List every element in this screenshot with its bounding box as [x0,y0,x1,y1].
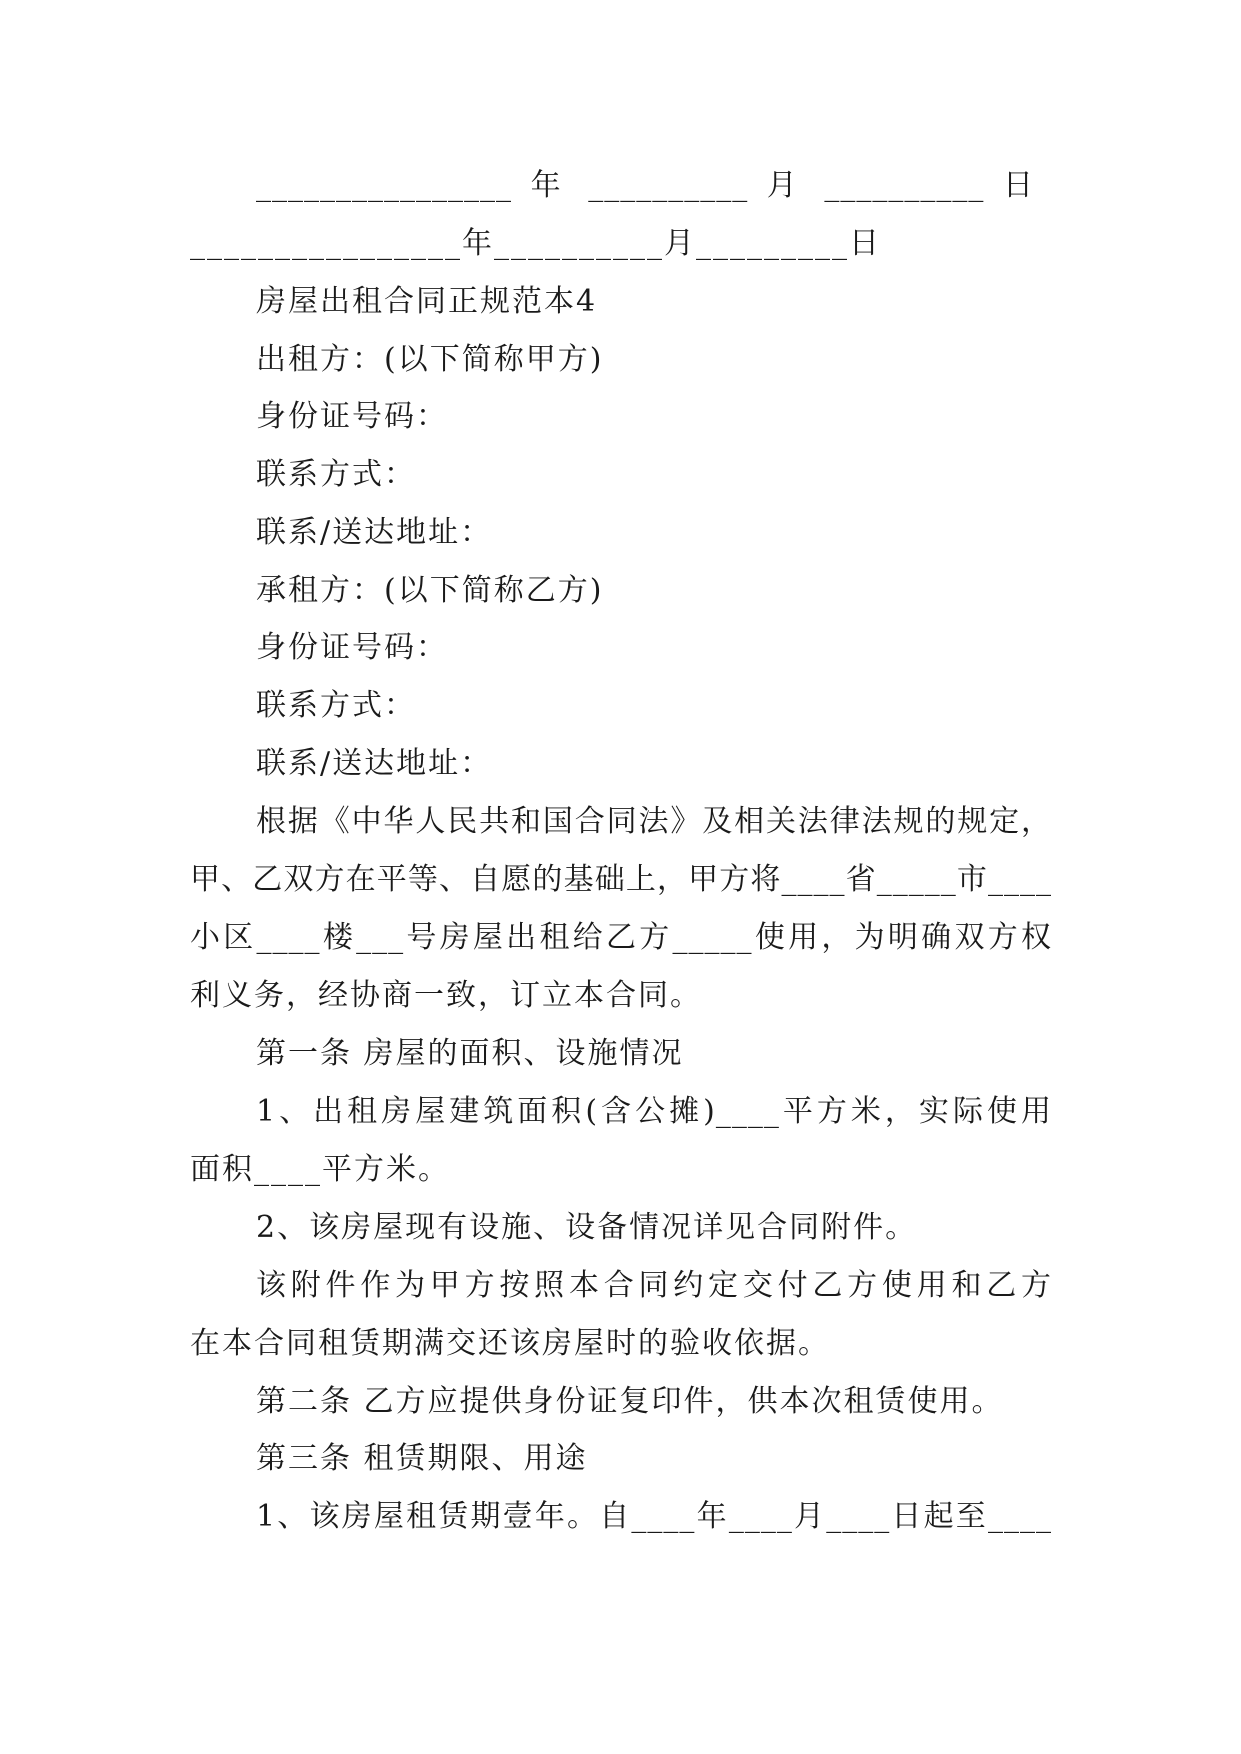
article-1-item-2: 2、该房屋现有设施、设备情况详见合同附件。 [256,1210,918,1245]
lessor-label: 出租方：(以下简称甲方) [256,342,604,377]
article-1-title: 第一条 房屋的面积、设施情况 [256,1036,684,1071]
lessee-label: 承租方：(以下简称乙方) [256,573,604,608]
article-1-item-1-line-2: 面积____平方米。 [190,1152,450,1187]
preamble-line-2: 甲、乙双方在平等、自愿的基础上，甲方将____省_____市____ [190,862,1052,897]
lessee-contact-label: 联系方式： [256,688,416,723]
section-title: 房屋出租合同正规范本4 [256,284,598,319]
lessor-address-label: 联系/送达地址： [256,515,493,550]
attachment-note-line-2: 在本合同租赁期满交还该房屋时的验收依据。 [190,1326,830,1361]
preamble-line-4: 利义务，经协商一致，订立本合同。 [190,978,702,1013]
article-2: 第二条 乙方应提供身份证复印件，供本次租赁使用。 [256,1384,1004,1419]
lessor-contact-label: 联系方式： [256,457,416,492]
preamble-line-3: 小区____楼___号房屋出租给乙方_____使用，为明确双方权 [190,920,1052,955]
signature-date-line-1: ________________ 年 __________ 月 __________ 日 [256,168,1034,203]
article-1-item-1-line-1: 1、出租房屋建筑面积(含公摊)____平方米，实际使用 [256,1094,1052,1129]
lessee-id-label: 身份证号码： [256,630,448,665]
lessor-id-label: 身份证号码： [256,399,448,434]
article-3-item-1: 1、该房屋租赁期壹年。自____年____月____日起至____ [256,1499,1052,1534]
signature-date-line-2: ________________年__________月_________日 [190,226,881,261]
preamble-line-1: 根据《中华人民共和国合同法》及相关法律法规的规定， [256,804,1052,839]
article-3-title: 第三条 租赁期限、用途 [256,1441,588,1476]
attachment-note-line-1: 该附件作为甲方按照本合同约定交付乙方使用和乙方 [256,1268,1052,1303]
lessee-address-label: 联系/送达地址： [256,746,493,781]
